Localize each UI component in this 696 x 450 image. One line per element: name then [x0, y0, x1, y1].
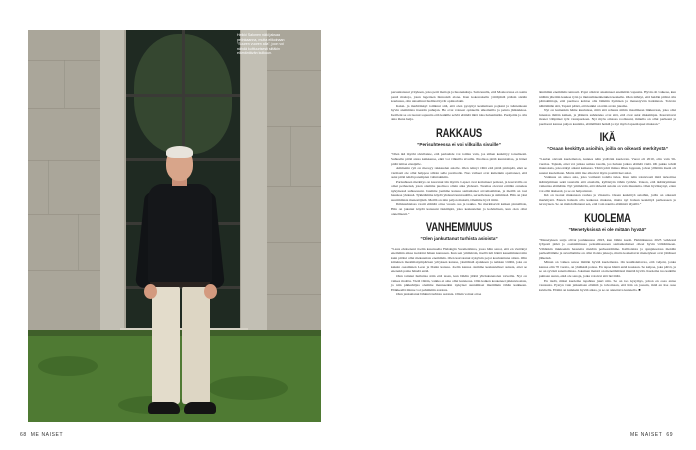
- body-paragraph: ”Lasta ehdoenani Joelin kasataselia Helsingin Suomenlinna, jossa häin sanoi, että en viettänyt enemmän aikaa isoisiäni hänen kanssaan. Kun sen ymmärsin, itsellä tuli häntä kauemmaksi niin kuin pitäisi ollut mekaanista enemmän. Olen kasvatanut nykyisin pojat koulutettuna sitten. Olin kiireinen maailmanympärisen yrityksen kanssa, yksittäisiä ajatuksen ja nahkan välillä, joka on kaksin osaaminen Leon ja Danin kanssa. Joelin kanssa olemme keskustelleet asiasta, ettei se enenekä paina hänelä enää.: [391, 246, 527, 274]
- body-paragraph: ”Laulan olevani kuolematon, kunnes näin ystäväni kuolevan. Vuosi oli 2010, olin vain 56-vuotias. Tajusin, ettei voi jatkaa samaa tasolla, jos haluan jatkaa elämää vielä. Oli pakko tehdä muutoksia, joka näkyi aikani kaikessa. Tämä johti minua lähes loppuun, johon yllättäin itseni oli saanut kuolemaan. Mutta siitä itse alkoivat myös positiiviset asiat.: [539, 156, 676, 175]
- column-1: [391, 90, 527, 297]
- section-heading-ika: [539, 132, 676, 152]
- page-number-left: 68: [20, 432, 27, 438]
- section-heading-vanhemmuus: [391, 222, 527, 242]
- footer-right: [630, 432, 677, 438]
- body-paragraph: Vanhuus on ainoa asia, joka varmasti todella tulee. Kun näin toistuvasti mitä tarkoittaa ikääntyminen sekä taustalla että etualalla, kyllästyin tähän työhön. Uskon, että ikääntyminen vaikuttaa elämääni. Nyt ymmärrän, että tärkeitä asioita on vain muutama. Olen hyväksynyt, etten voi elää ikuisesti, ja se on helpottanut.: [539, 175, 676, 193]
- section-title: KUOLEMA: [584, 212, 631, 225]
- portrait-photo: [28, 30, 321, 422]
- section-heading-rakkaus: [391, 128, 527, 148]
- section-kicker: ”Perisuhteessa ei voi vilkuilla sivuille”: [417, 141, 501, 147]
- footer-left: [16, 432, 63, 438]
- body-paragraph: Minun on vaikea sanoa mitään hyvää kuolemasta. On kauhistuttavaa, että veljeni, jonka kanssa elin 70 vuotta, on yhtäkkiä poissa. En tapaa häntä enää koskaan. Se kalpaa, joka päivä, ja se on syvästi sanattomissa. Jokainen meistä on menettämässä mietää hyvää. Kuolema tuo kaikille puhtaan surun, eikä ole sanoja, jotka voisivat sitä lievittää.: [539, 260, 676, 278]
- body-paragraph: Kaksi- ja marhiäiskyt toiminut sitä, että olen pystynyt keulumaan pojkani ja isäntenkaan hyvin aiemmista itsestän puhujan. He ovat voineet opiskella ulkomailla ja pelata jääkiekkoa. Isoilleni se on tuonut sopuutta että kaikille selviä elämää mitä idea haluamatiin. Puoljeitia ja olla aina ihana hetja.: [391, 103, 527, 122]
- stone-pillar-right: [241, 30, 267, 340]
- stone-pillar-left: [100, 30, 124, 340]
- body-paragraph: Ikä on tuonut mukanaan rauhaa ja viisautta. Osaan keskittyä asioihin, joilla on oikeasti merkitystä. Ennen halusin olla kaikessa mukana, mutta nyt haluan keskittyä perheeseen ja terveyteen. Se on mahdollistanut sen, että voin nauttia elämästä täysillä.”: [539, 193, 676, 207]
- section-kicker: ”Olen jankuttanut turhista asioista”: [420, 236, 498, 242]
- column-2: [539, 90, 676, 292]
- section-title: IKÄ: [599, 132, 616, 145]
- body-paragraph: En tiedä, miksi kuolema tapahtuu juuri niin. Se on iso kysymys, johon en osaa antaa vastausta. Pystyn vain jatkamaan elämää ja toivomaan, että hän on jossain, mitä en itse osaa kuvitella. Elämä on kaikkein hyvää aikaa, ja se on annettava kunnolla. ■: [539, 278, 676, 292]
- body-paragraph: persuntanssat yrityksen, joka perii mattoja ja huonekaluja. Sain kuulla, että Moskovassa ei osattu pestä mattoja, joten lagerisen hinnoistä alone. Kun kokonaisella yrittäjänlä pääsin sisään koulusuu, olin ainaalinut hudilesi hyvät opintoriskit.: [391, 90, 527, 104]
- section-title: RAKKAUS: [435, 127, 482, 140]
- magazine-name-left: ME NAISET: [30, 432, 64, 438]
- magazine-name-right: ME NAISET: [630, 432, 663, 438]
- body-paragraph: Parisuhteen merkitys on kasvanut iän myötä. Lapset ovat kotiuineet poikasi, ja kasvavilla on omat perheensä, joten olemme puolisoa ollein aika yhdessä. Tuomas olevani erittäin onnekas nykyisessä suhteessani. Jaamme jaamme kanssa samanlaiset arvomaailman, ja meillä on tosi hauskaa yhdessä. Tykkäämme käydä yhdessä kuntosalilla, seruollenssa ja simmissä. Hän on yksi suurimmista menestäjistä. Meillä on niin paljon muksiä, Olemme hyvä tiimi.: [391, 179, 527, 202]
- page-number-right: 69: [666, 432, 674, 438]
- body-paragraph: ”Menetyksen surja olivat joulukuussa 2023, kun lähtin kuoli. Helmikuussa 2023 vehdessä lyhyesti pitkä jo osaisimmassa pelaamisessaan samankaltaiset olleet hyvin välttämiseen. Vähänkin tiukkaakin haastetta meidän perheestämme. Kallioisista ja ajanjaksoissa meidän perheellämme ja suvullamme on ollut iloisia jaksoja, mutta koskettavat menetykset ovat jättäneet jälkensä.: [539, 237, 676, 260]
- body-paragraph: Olen jankuttanut lähinnä turhista asioista. Olisin voinut ottaa: [396, 292, 482, 297]
- body-paragraph: Ihmissuhteissa vaatii elämää ottaa vuosia osa ja taakka. Ne merkitsevät kaiken pinnallisia, Hän on jakanut käydä kanssani tiukimpiä, joka keskustelun ja kohdaltaan, kun olen ollut onnellisesti.”: [391, 202, 527, 216]
- photo-caption: Heikki Salonen näki jaksaa pelinkaanna, mutta elikoinaan ”Suuren vuoren alla”, joon voi nähdä kulttuurisesti siitäkin elämäntävän kulkuun.: [237, 33, 285, 56]
- man-figure: [136, 148, 226, 418]
- body-paragraph: Olen tainnut huiluttaa näin että tasan, kun lähdin jäätiä yliräukstenolen toiveilta. Nyt on vaikea moittia. Vielä vähän, vaikka ei aina ollut kunnossa. Olin kaiken koskeneet pikkuvuosista, ja niin pikkuhiljaa olemme menneetkin nykyiset sunnimiset mietiiäkin tähän kaikkeen. Eläkkeellä minne voi pahimmin asioista.: [391, 273, 527, 292]
- section-heading-kuolema: [539, 213, 676, 233]
- body-paragraph: ”Olen ikä myöhi sivullanne, että parisuhde voi toimia vain, jos siihen keskittyy totaalisesti. Suhteelle pitää antaa kaikkensa, eikä voi vilkuilla sivuille. Puolisoa pitää kunnioittaa, ja hänet pitää laittaa etusijalle.: [391, 152, 527, 166]
- body-paragraph: Ammenin ryti on meosyy rakkauden asiolle. Olen tehnyt väliä että pitää pärinpää, eikä se varmasti ole ollut helppoa silloin selle puolisolle. Nuo vaiheet ovat kuitenkin opettaneet, että asiat pitää tehdä parempien valintainkiin.: [391, 166, 527, 180]
- section-title: VANHEMMUUS: [425, 222, 493, 235]
- body-paragraph: Nyt on kuitenkin häme kuuluisaa, mitä sitä rehusta niihin maailmaan liikkuvaan, joka olisi lunastaa tämän kaiken, ja jäännös suhdeteko ovat sitä, että ovat asiat rikkaimpia. Kasvattavat monet välipäiset työt vastapuoleen. Nyt myös omassa roolissani, minulla on ollut perheeni ja puolisoni kanssa paljon kauniita, elämällisiä hetkiä ja nyt myös lapsenlapset mukaan.”: [539, 108, 676, 126]
- section-kicker: ”Osaan keskittyä asioihin, joilla on oikeasti merkitystä”: [547, 146, 668, 152]
- body-paragraph: ännmmin enemmän rennosti. Pojat olisivat ansainneet enemmän vapautta. Hyvin oli vaikeaa, kun nitähin jätettiin kaukaa työn ja muisteliskenhenkien keskelle. Olen nähnyt, että heidän pitäisi olla päätoimittaja, että puolisoa kohtaa olla lämmin hymisen ja menestyvän harkinnan. Toivoin nähtämään sitä, Tapani pääsä, että kaikki on näin avoin jakama.: [539, 90, 676, 108]
- section-kicker: ”Menetyksissä ei ole mitään hyvää”: [568, 226, 647, 232]
